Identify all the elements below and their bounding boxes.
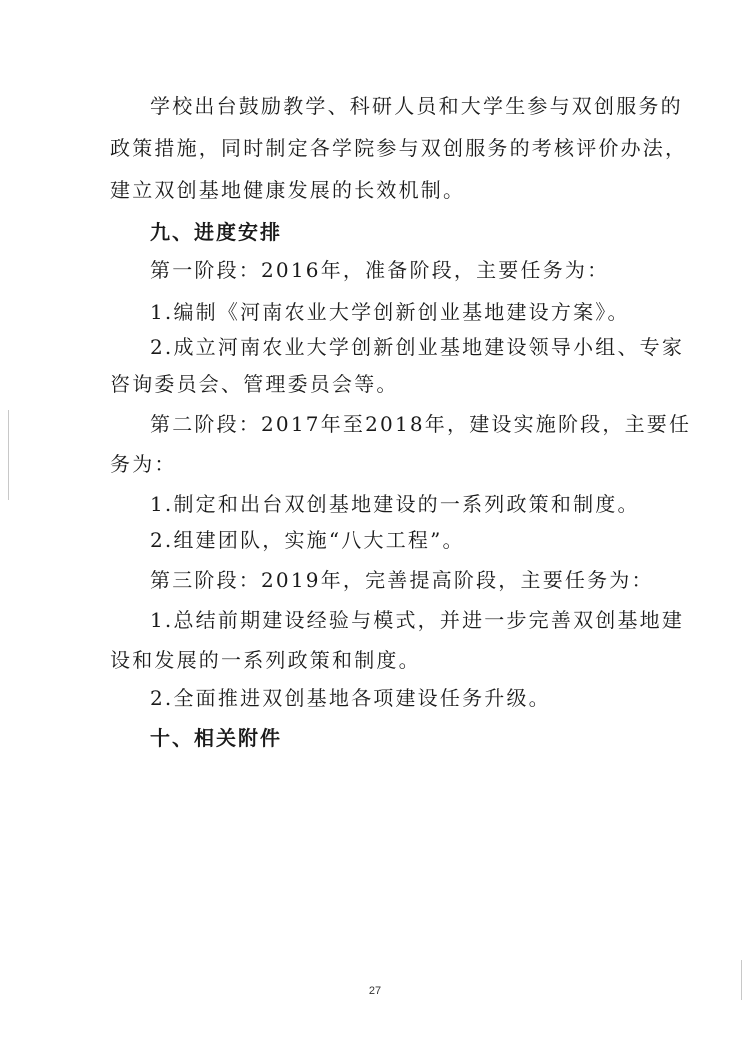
scan-edge-mark — [741, 960, 742, 1000]
body-text-line: 第二阶段：2017年至2018年，建设实施阶段，主要任 — [150, 412, 692, 436]
section-heading: 九、进度安排 — [150, 220, 282, 244]
body-text-line: 第一阶段：2016年，准备阶段，主要任务为： — [150, 258, 610, 282]
body-text-line: 设和发展的一系列政策和制度。 — [110, 648, 421, 672]
body-text-line: 1.制定和出台双创基地建设的一系列政策和制度。 — [150, 492, 640, 516]
body-text-line: 建立双创基地健康发展的长效机制。 — [110, 178, 466, 202]
body-text-line: 政策措施，同时制定各学院参与双创服务的考核评价办法， — [110, 136, 688, 160]
body-text-line: 咨询委员会、管理委员会等。 — [110, 372, 399, 396]
body-text-line: 2.成立河南农业大学创新创业基地建设领导小组、专家 — [150, 335, 685, 359]
section-heading: 十、相关附件 — [150, 726, 282, 750]
body-text-line: 1.编制《河南农业大学创新创业基地建设方案》。 — [150, 300, 630, 324]
body-text-line: 1.总结前期建设经验与模式，并进一步完善双创基地建 — [150, 608, 685, 632]
body-text-line: 第三阶段：2019年，完善提高阶段，主要任务为： — [150, 568, 654, 592]
body-text-line: 2.全面推进双创基地各项建设任务升级。 — [150, 686, 551, 710]
body-text-line: 学校出台鼓励教学、科研人员和大学生参与双创服务的 — [150, 94, 683, 118]
body-text-line: 务为： — [110, 452, 177, 476]
body-text-line: 2.组建团队，实施“八大工程”。 — [150, 528, 465, 552]
page-number: 27 — [368, 985, 382, 997]
scan-edge-mark — [8, 410, 9, 500]
